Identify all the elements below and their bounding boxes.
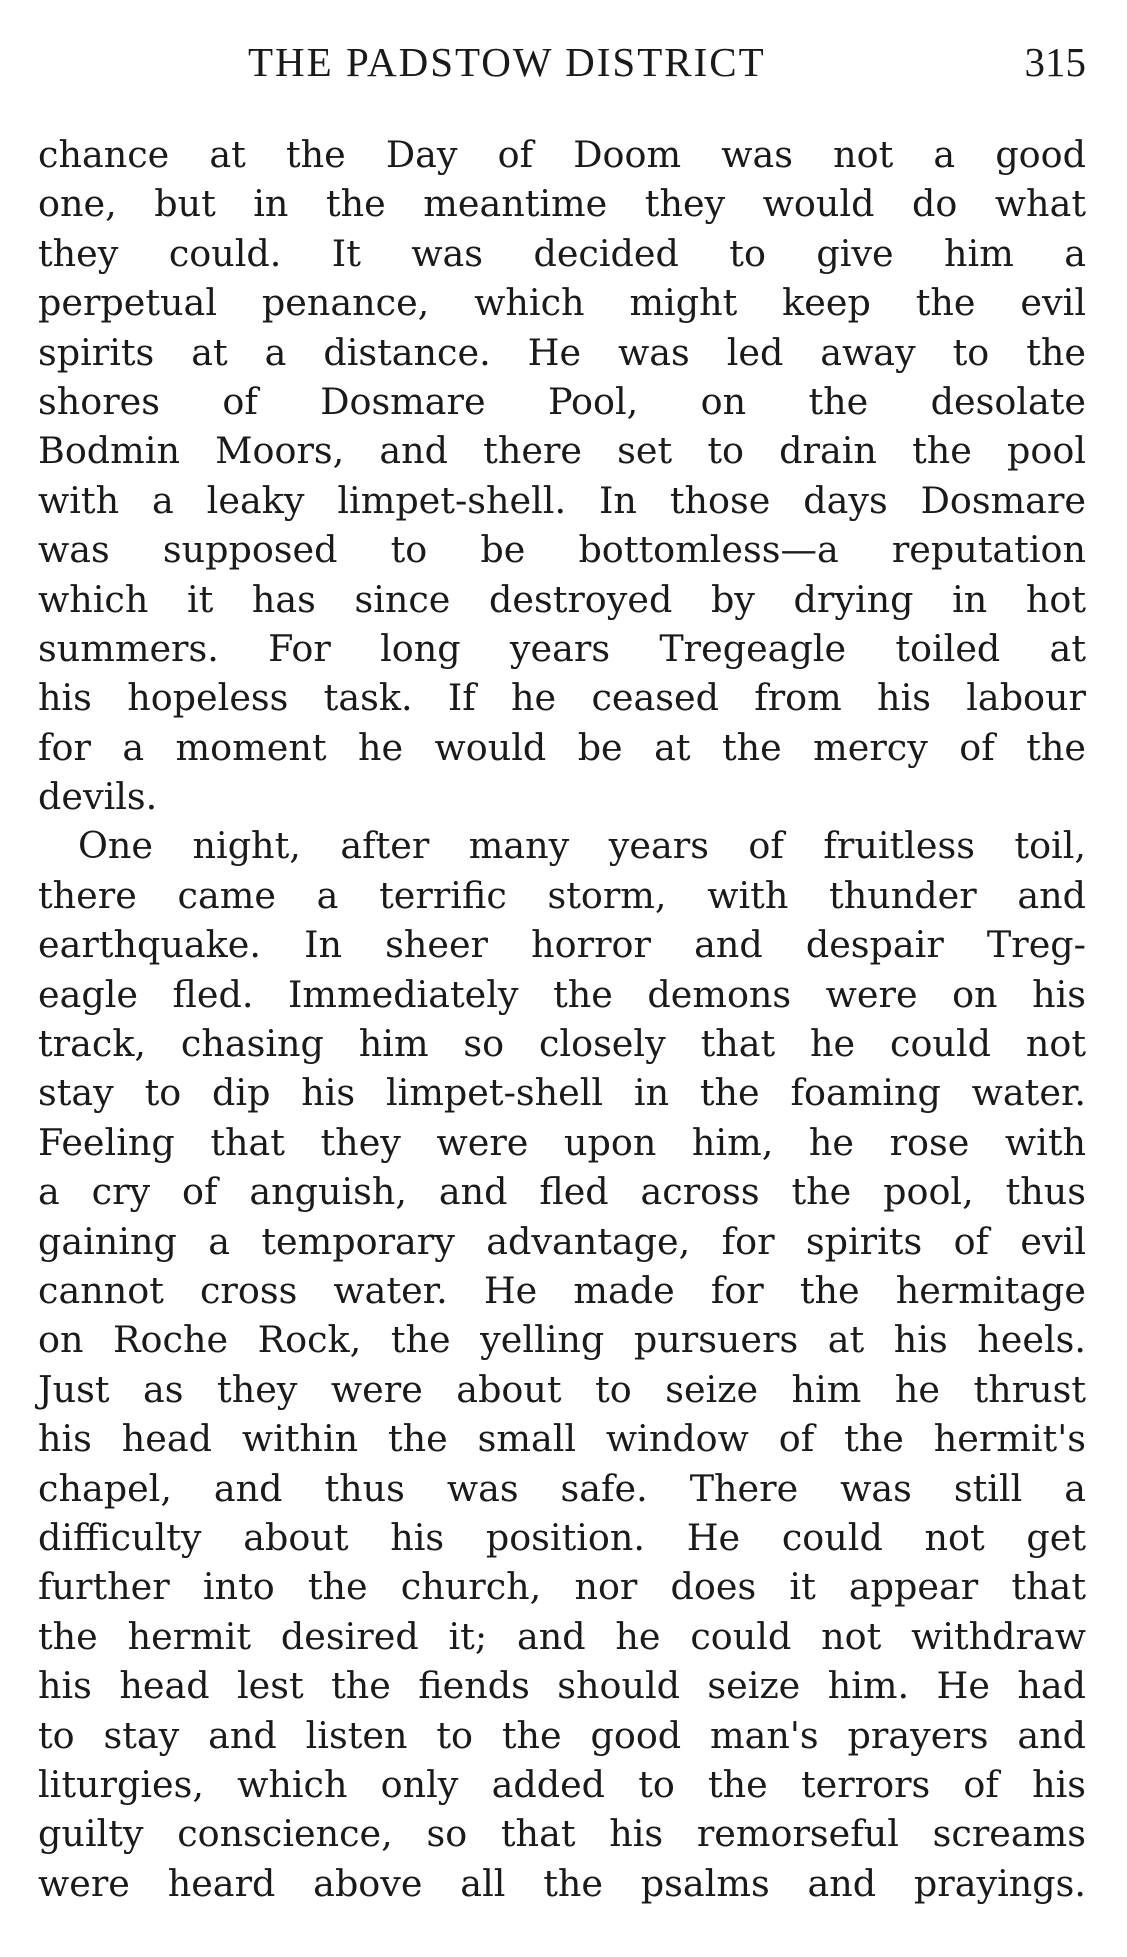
text-line: further into the church, nor does it appear that	[38, 1565, 1086, 1609]
text-line: earthquake. In sheer horror and despair Treg-	[38, 923, 1086, 967]
text-line: to stay and listen to the good man's prayers and	[38, 1713, 1086, 1757]
text-line: Bodmin Moors, and there set to drain the pool	[38, 429, 1086, 473]
text-line: were heard above all the psalms and prayings.	[38, 1861, 1086, 1905]
text-line: his head lest the fiends should seize him. He had	[38, 1664, 1086, 1708]
text-line: one, but in the meantime they would do what	[38, 182, 1086, 226]
text-line: gaining a temporary advantage, for spirits of evil	[38, 1219, 1086, 1263]
text-line: with a leaky limpet-shell. In those days Dosmare	[38, 478, 1086, 522]
text-line: difficulty about his position. He could not get	[38, 1515, 1086, 1559]
body-text	[38, 130, 1086, 1908]
text-line: stay to dip his limpet-shell in the foaming water.	[38, 1071, 1086, 1115]
text-line: chance at the Day of Doom was not a good	[38, 133, 1086, 176]
text-line: his head within the small window of the hermit's	[38, 1417, 1086, 1461]
text-line: track, chasing him so closely that he could not	[38, 1022, 1086, 1066]
text-line: a cry of anguish, and fled across the pool, thus	[38, 1170, 1086, 1214]
text-line: eagle fled. Immediately the demons were on his	[38, 972, 1086, 1016]
text-line: shores of Dosmare Pool, on the desolate	[38, 379, 1086, 423]
page-number: 315	[1024, 39, 1086, 85]
page-header	[38, 38, 1086, 88]
text-line: Just as they were about to seize him he thrust	[38, 1367, 1086, 1411]
paragraph-start-line: One night, after many years of fruitless toil,	[78, 824, 1086, 868]
text-line: summers. For long years Tregeagle toiled at	[38, 626, 1086, 670]
text-line: they could. It was decided to give him a	[38, 231, 1086, 275]
text-line: there came a terrific storm, with thunder and	[38, 873, 1086, 917]
text-line: spirits at a distance. He was led away to the	[38, 330, 1086, 374]
text-line: for a moment he would be at the mercy of the	[38, 725, 1086, 769]
text-line: his hopeless task. If he ceased from his labour	[38, 676, 1086, 720]
text-line: liturgies, which only added to the terrors of his	[38, 1762, 1086, 1806]
text-line: on Roche Rock, the yelling pursuers at his heels.	[38, 1318, 1086, 1362]
text-line: the hermit desired it; and he could not withdraw	[38, 1614, 1086, 1658]
text-line: chapel, and thus was safe. There was still a	[38, 1466, 1086, 1510]
text-line: perpetual penance, which might keep the evil	[38, 281, 1086, 325]
text-line: cannot cross water. He made for the hermitage	[38, 1268, 1086, 1312]
text-line: which it has since destroyed by drying in hot	[38, 577, 1086, 621]
paragraph-end-line: devils.	[38, 775, 158, 819]
running-head: THE PADSTOW DISTRICT	[248, 39, 766, 85]
text-line: Feeling that they were upon him, he rose with	[38, 1120, 1086, 1164]
text-line: guilty conscience, so that his remorseful screams	[38, 1812, 1086, 1856]
text-line: was supposed to be bottomless—a reputation	[38, 528, 1086, 572]
